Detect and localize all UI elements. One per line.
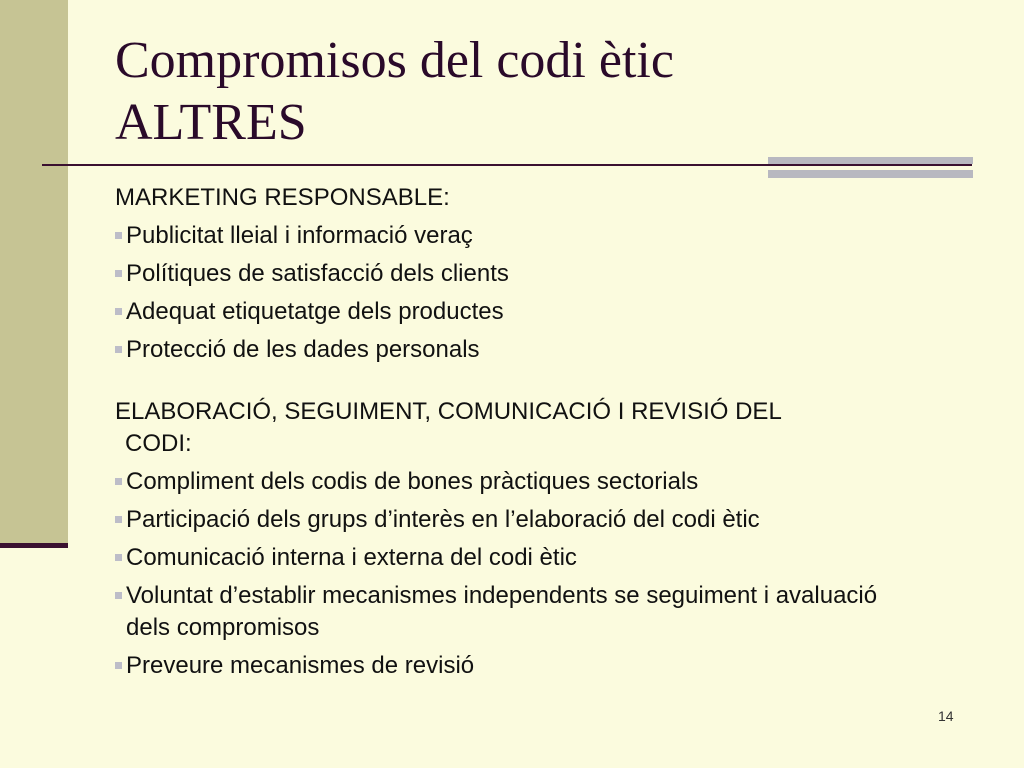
list-item-text: Publicitat lleial i informació veraç bbox=[126, 222, 473, 249]
list-item bbox=[115, 542, 995, 574]
list-item-text: Preveure mecanismes de revisió bbox=[126, 652, 475, 679]
square-bullet-icon bbox=[115, 346, 122, 353]
decorative-bar-bottom bbox=[768, 170, 973, 178]
list-item-text: Comunicació interna i externa del codi ètic bbox=[126, 544, 577, 571]
list-item bbox=[115, 466, 995, 498]
list-item-text: Adequat etiquetatge dels productes bbox=[126, 298, 504, 325]
list-item bbox=[115, 220, 995, 252]
square-bullet-icon bbox=[115, 270, 122, 277]
decorative-bar-top bbox=[768, 157, 973, 164]
list-item bbox=[115, 650, 995, 682]
square-bullet-icon bbox=[115, 478, 122, 485]
square-bullet-icon bbox=[115, 554, 122, 561]
square-bullet-icon bbox=[115, 516, 122, 523]
list-item bbox=[115, 296, 995, 328]
heading-line-2: CODI: bbox=[125, 430, 192, 457]
slide-content bbox=[115, 182, 995, 682]
list-item bbox=[115, 334, 995, 366]
section-spacer bbox=[115, 366, 995, 396]
list-item-text: Voluntat d’establir mecanismes independents se seguiment i avaluació dels compromisos bbox=[126, 582, 878, 641]
left-band-rule bbox=[0, 543, 68, 548]
title-divider bbox=[42, 164, 972, 166]
list-item-text: Participació dels grups d’interès en l’elaboració del codi ètic bbox=[126, 506, 760, 533]
page-number: 14 bbox=[938, 708, 954, 724]
list-item-text: Compliment dels codis de bones pràctiques sectorials bbox=[126, 468, 699, 495]
list-item-text: Protecció de les dades personals bbox=[126, 336, 480, 363]
square-bullet-icon bbox=[115, 592, 122, 599]
title-line-2: ALTRES bbox=[115, 94, 307, 151]
list-item bbox=[115, 258, 995, 290]
heading-line-1: ELABORACIÓ, SEGUIMENT, COMUNICACIÓ I REVISIÓ DEL bbox=[115, 398, 782, 425]
square-bullet-icon bbox=[115, 308, 122, 315]
slide-title bbox=[115, 30, 975, 154]
section-heading-marketing: MARKETING RESPONSABLE: bbox=[115, 184, 450, 211]
list-item bbox=[115, 580, 995, 644]
title-line-1: Compromisos del codi ètic bbox=[115, 32, 674, 89]
section-heading-codi bbox=[115, 396, 995, 460]
square-bullet-icon bbox=[115, 662, 122, 669]
list-item bbox=[115, 504, 995, 536]
left-decorative-band bbox=[0, 0, 68, 545]
list-item-text: Polítiques de satisfacció dels clients bbox=[126, 260, 509, 287]
square-bullet-icon bbox=[115, 232, 122, 239]
